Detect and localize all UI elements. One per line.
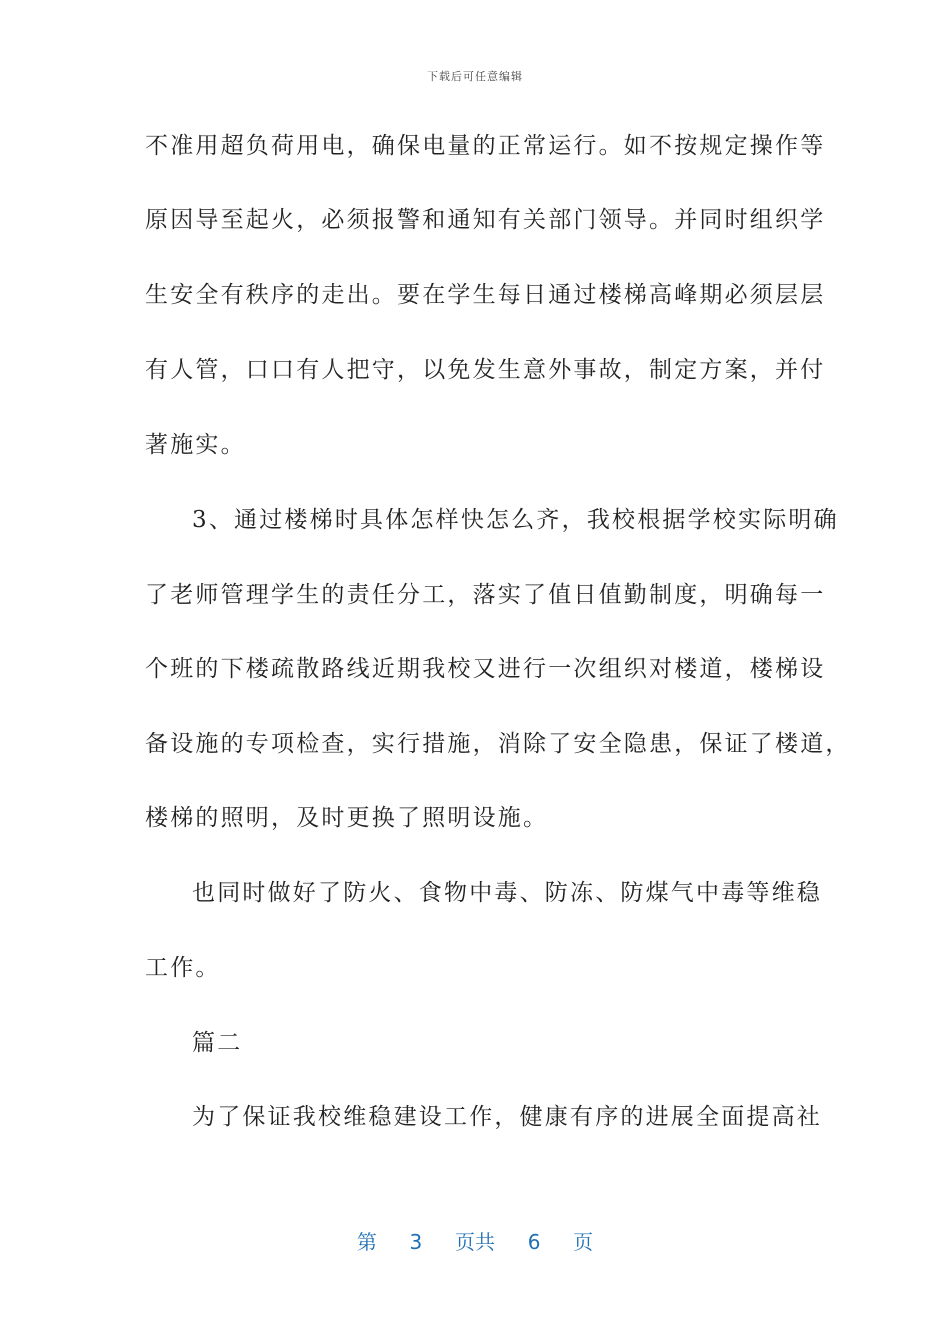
body-line: 备设施的专项检查，实行措施，消除了安全隐患，保证了楼道， [145, 731, 851, 757]
footer-end-label: 页 [573, 1230, 594, 1254]
body-line: 为了保证我校维稳建设工作，健康有序的进展全面提高社 [192, 1104, 822, 1130]
body-line: 3、通过楼梯时具体怎样快怎么齐，我校根据学校实际明确 [192, 507, 839, 533]
page-header: 下载后可任意编辑 [427, 70, 523, 83]
body-line: 也同时做好了防火、食物中毒、防冻、防煤气中毒等维稳 [192, 880, 822, 906]
body-line: 楼梯的照明，及时更换了照明设施。 [145, 805, 549, 831]
body-line: 生安全有秩序的走出。要在学生每日通过楼梯高峰期必须层层 [145, 282, 826, 308]
body-line: 个班的下楼疏散路线近期我校又进行一次组织对楼道，楼梯设 [145, 656, 826, 682]
page-footer [0, 1226, 950, 1255]
body-line: 了老师管理学生的责任分工，落实了值日值勤制度，明确每一 [145, 582, 826, 608]
body-line: 不准用超负荷用电，确保电量的正常运行。如不按规定操作等 [145, 133, 826, 159]
footer-page-label: 第 [356, 1230, 377, 1254]
footer-of-label: 页共 [455, 1230, 495, 1254]
section-heading: 篇二 [192, 1030, 243, 1056]
body-line: 有人管，口口有人把守，以免发生意外事故，制定方案，并付 [145, 357, 826, 383]
body-line: 工作。 [145, 955, 221, 981]
body-line: 著施实。 [145, 432, 246, 458]
footer-current-page: 3 [409, 1230, 423, 1254]
footer-total-pages: 6 [527, 1230, 541, 1254]
body-line: 原因导至起火，必须报警和通知有关部门领导。并同时组织学 [145, 207, 826, 233]
